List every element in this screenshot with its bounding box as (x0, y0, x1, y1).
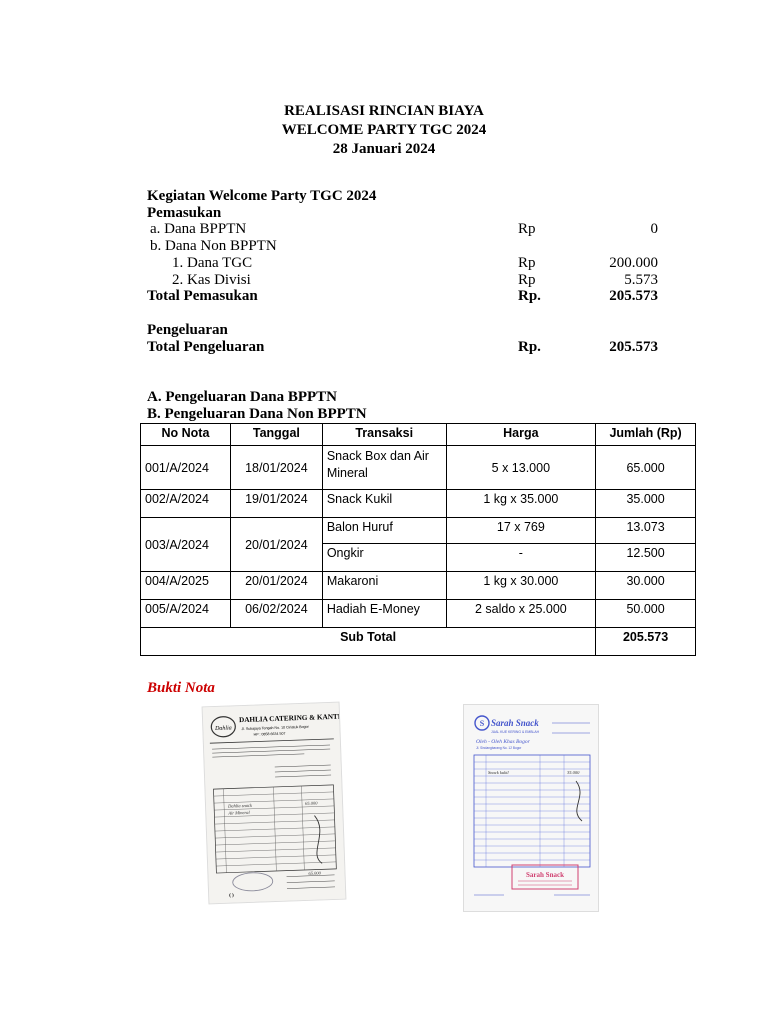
title-date: 28 Januari 2024 (332, 141, 436, 157)
col-header-jumlah: Jumlah (Rp) (596, 424, 696, 446)
cell-harga: - (446, 544, 596, 572)
total-pemasukan-rp: Rp. (518, 288, 541, 304)
table-row (141, 490, 696, 518)
dana-tgc-rp: Rp (518, 255, 536, 271)
cell-jumlah: 65.000 (596, 446, 696, 490)
cell-tanggal: 20/01/2024 (230, 518, 322, 572)
receipt-sarah-item1-price: 35.000 (567, 770, 580, 775)
col-header-tanggal: Tanggal (230, 424, 322, 446)
kas-divisi-amount: 5.573 (624, 272, 658, 288)
col-header-transaksi: Transaksi (322, 424, 446, 446)
cell-no-nota: 003/A/2024 (141, 518, 231, 572)
kas-divisi-rp: Rp (518, 272, 536, 288)
receipt-dahlia-address: Jl. Sukajaya Tengah No. 10 Ciriatuk Bogor (241, 724, 309, 732)
cell-jumlah: 35.000 (596, 490, 696, 518)
receipt-dahlia (202, 702, 347, 905)
cell-jumlah: 13.073 (596, 518, 696, 544)
receipt-sarah-stamp: Sarah Snack (526, 871, 564, 879)
dana-tgc-amount: 200.000 (609, 255, 658, 271)
cell-no-nota: 004/A/2025 (141, 572, 231, 600)
cell-transaksi: Balon Huruf (322, 518, 446, 544)
col-header-harga: Harga (446, 424, 596, 446)
cell-no-nota: 002/A/2024 (141, 490, 231, 518)
col-header-no-nota: No Nota (141, 424, 231, 446)
subtotal-row (141, 628, 696, 656)
receipt-dahlia-item2: Air Mineral (228, 809, 250, 816)
receipt-sarah-item1: Snack kukil (488, 770, 509, 775)
cell-transaksi: Makaroni (322, 572, 446, 600)
receipt-dahlia-total: 65.000 (308, 870, 321, 876)
receipt-sarah-shop: Sarah Snack (491, 718, 539, 728)
receipt-dahlia-drawing (203, 703, 346, 904)
receipt-sarah-subtitle: Oleh - Oleh Khas Bogor (476, 739, 530, 745)
expense-table (140, 423, 696, 656)
dana-tgc-label: 1. Dana TGC (172, 255, 253, 271)
svg-text:( ): ( ) (229, 893, 234, 899)
cell-jumlah: 50.000 (596, 600, 696, 628)
receipt-dahlia-phone: HP : 0858 6634 507 (253, 731, 286, 737)
cell-harga: 1 kg x 30.000 (446, 572, 596, 600)
kas-divisi-label: 2. Kas Divisi (172, 272, 251, 288)
receipt-dahlia-shop: DAHLIA CATERING & KANTIN (238, 712, 346, 725)
receipt-dahlia-logo: Dahlia (214, 725, 232, 733)
dana-bpptn-rp: Rp (518, 221, 536, 237)
subtotal-value: 205.573 (596, 628, 696, 656)
cell-tanggal: 19/01/2024 (230, 490, 322, 518)
title-line-2: WELCOME PARTY TGC 2024 (281, 122, 487, 138)
total-pemasukan-label: Total Pemasukan (147, 288, 258, 304)
cell-jumlah: 30.000 (596, 572, 696, 600)
document-title (0, 102, 768, 159)
receipt-dahlia-item1-price: 65.000 (304, 800, 318, 806)
total-pengeluaran-label: Total Pengeluaran (147, 339, 265, 355)
section-a-heading: A. Pengeluaran Dana BPPTN (147, 389, 338, 405)
receipt-sarah-drawing (464, 705, 598, 911)
dana-non-bpptn-label: b. Dana Non BPPTN (150, 238, 277, 254)
cell-tanggal: 06/02/2024 (230, 600, 322, 628)
section-b-heading: B. Pengeluaran Dana Non BPPTN (147, 406, 367, 422)
pengeluaran-title: Pengeluaran (147, 322, 228, 338)
cell-harga: 2 saldo x 25.000 (446, 600, 596, 628)
cell-harga: 17 x 769 (446, 518, 596, 544)
table-row (141, 600, 696, 628)
cell-transaksi: Snack Box dan Air Mineral (322, 446, 446, 490)
total-pemasukan-amount: 205.573 (609, 288, 658, 304)
subtotal-label: Sub Total (141, 628, 596, 656)
total-pengeluaran-amount: 205.573 (609, 339, 658, 355)
cell-harga: 5 x 13.000 (446, 446, 596, 490)
cell-transaksi: Snack Kukil (322, 490, 446, 518)
dana-bpptn-label: a. Dana BPPTN (150, 221, 247, 237)
cell-jumlah: 12.500 (596, 544, 696, 572)
table-row (141, 572, 696, 600)
table-row (141, 446, 696, 490)
dana-bpptn-amount: 0 (650, 221, 658, 237)
cell-no-nota: 005/A/2024 (141, 600, 231, 628)
cell-no-nota: 001/A/2024 (141, 446, 231, 490)
receipt-sarah-tagline: JUAL KUE KERING & EMBLAH (491, 730, 540, 734)
receipt-sarah-snack (463, 704, 599, 912)
kegiatan-title: Kegiatan Welcome Party TGC 2024 (147, 188, 377, 204)
total-pengeluaran-rp: Rp. (518, 339, 541, 355)
receipt-dahlia-item1: Dahlia snack (227, 802, 253, 809)
cell-transaksi: Ongkir (322, 544, 446, 572)
title-line-1: REALISASI RINCIAN BIAYA (284, 103, 484, 119)
pemasukan-title: Pemasukan (147, 205, 222, 221)
cell-transaksi: Hadiah E-Money (322, 600, 446, 628)
receipt-sarah-address: Jl. Sindangbarang No. 12 Bogor (476, 746, 522, 750)
svg-text:S: S (479, 719, 485, 728)
cell-harga: 1 kg x 35.000 (446, 490, 596, 518)
table-header-row (141, 424, 696, 446)
cell-tanggal: 20/01/2024 (230, 572, 322, 600)
bukti-nota-heading: Bukti Nota (147, 680, 215, 696)
table-row (141, 518, 696, 544)
cell-tanggal: 18/01/2024 (230, 446, 322, 490)
